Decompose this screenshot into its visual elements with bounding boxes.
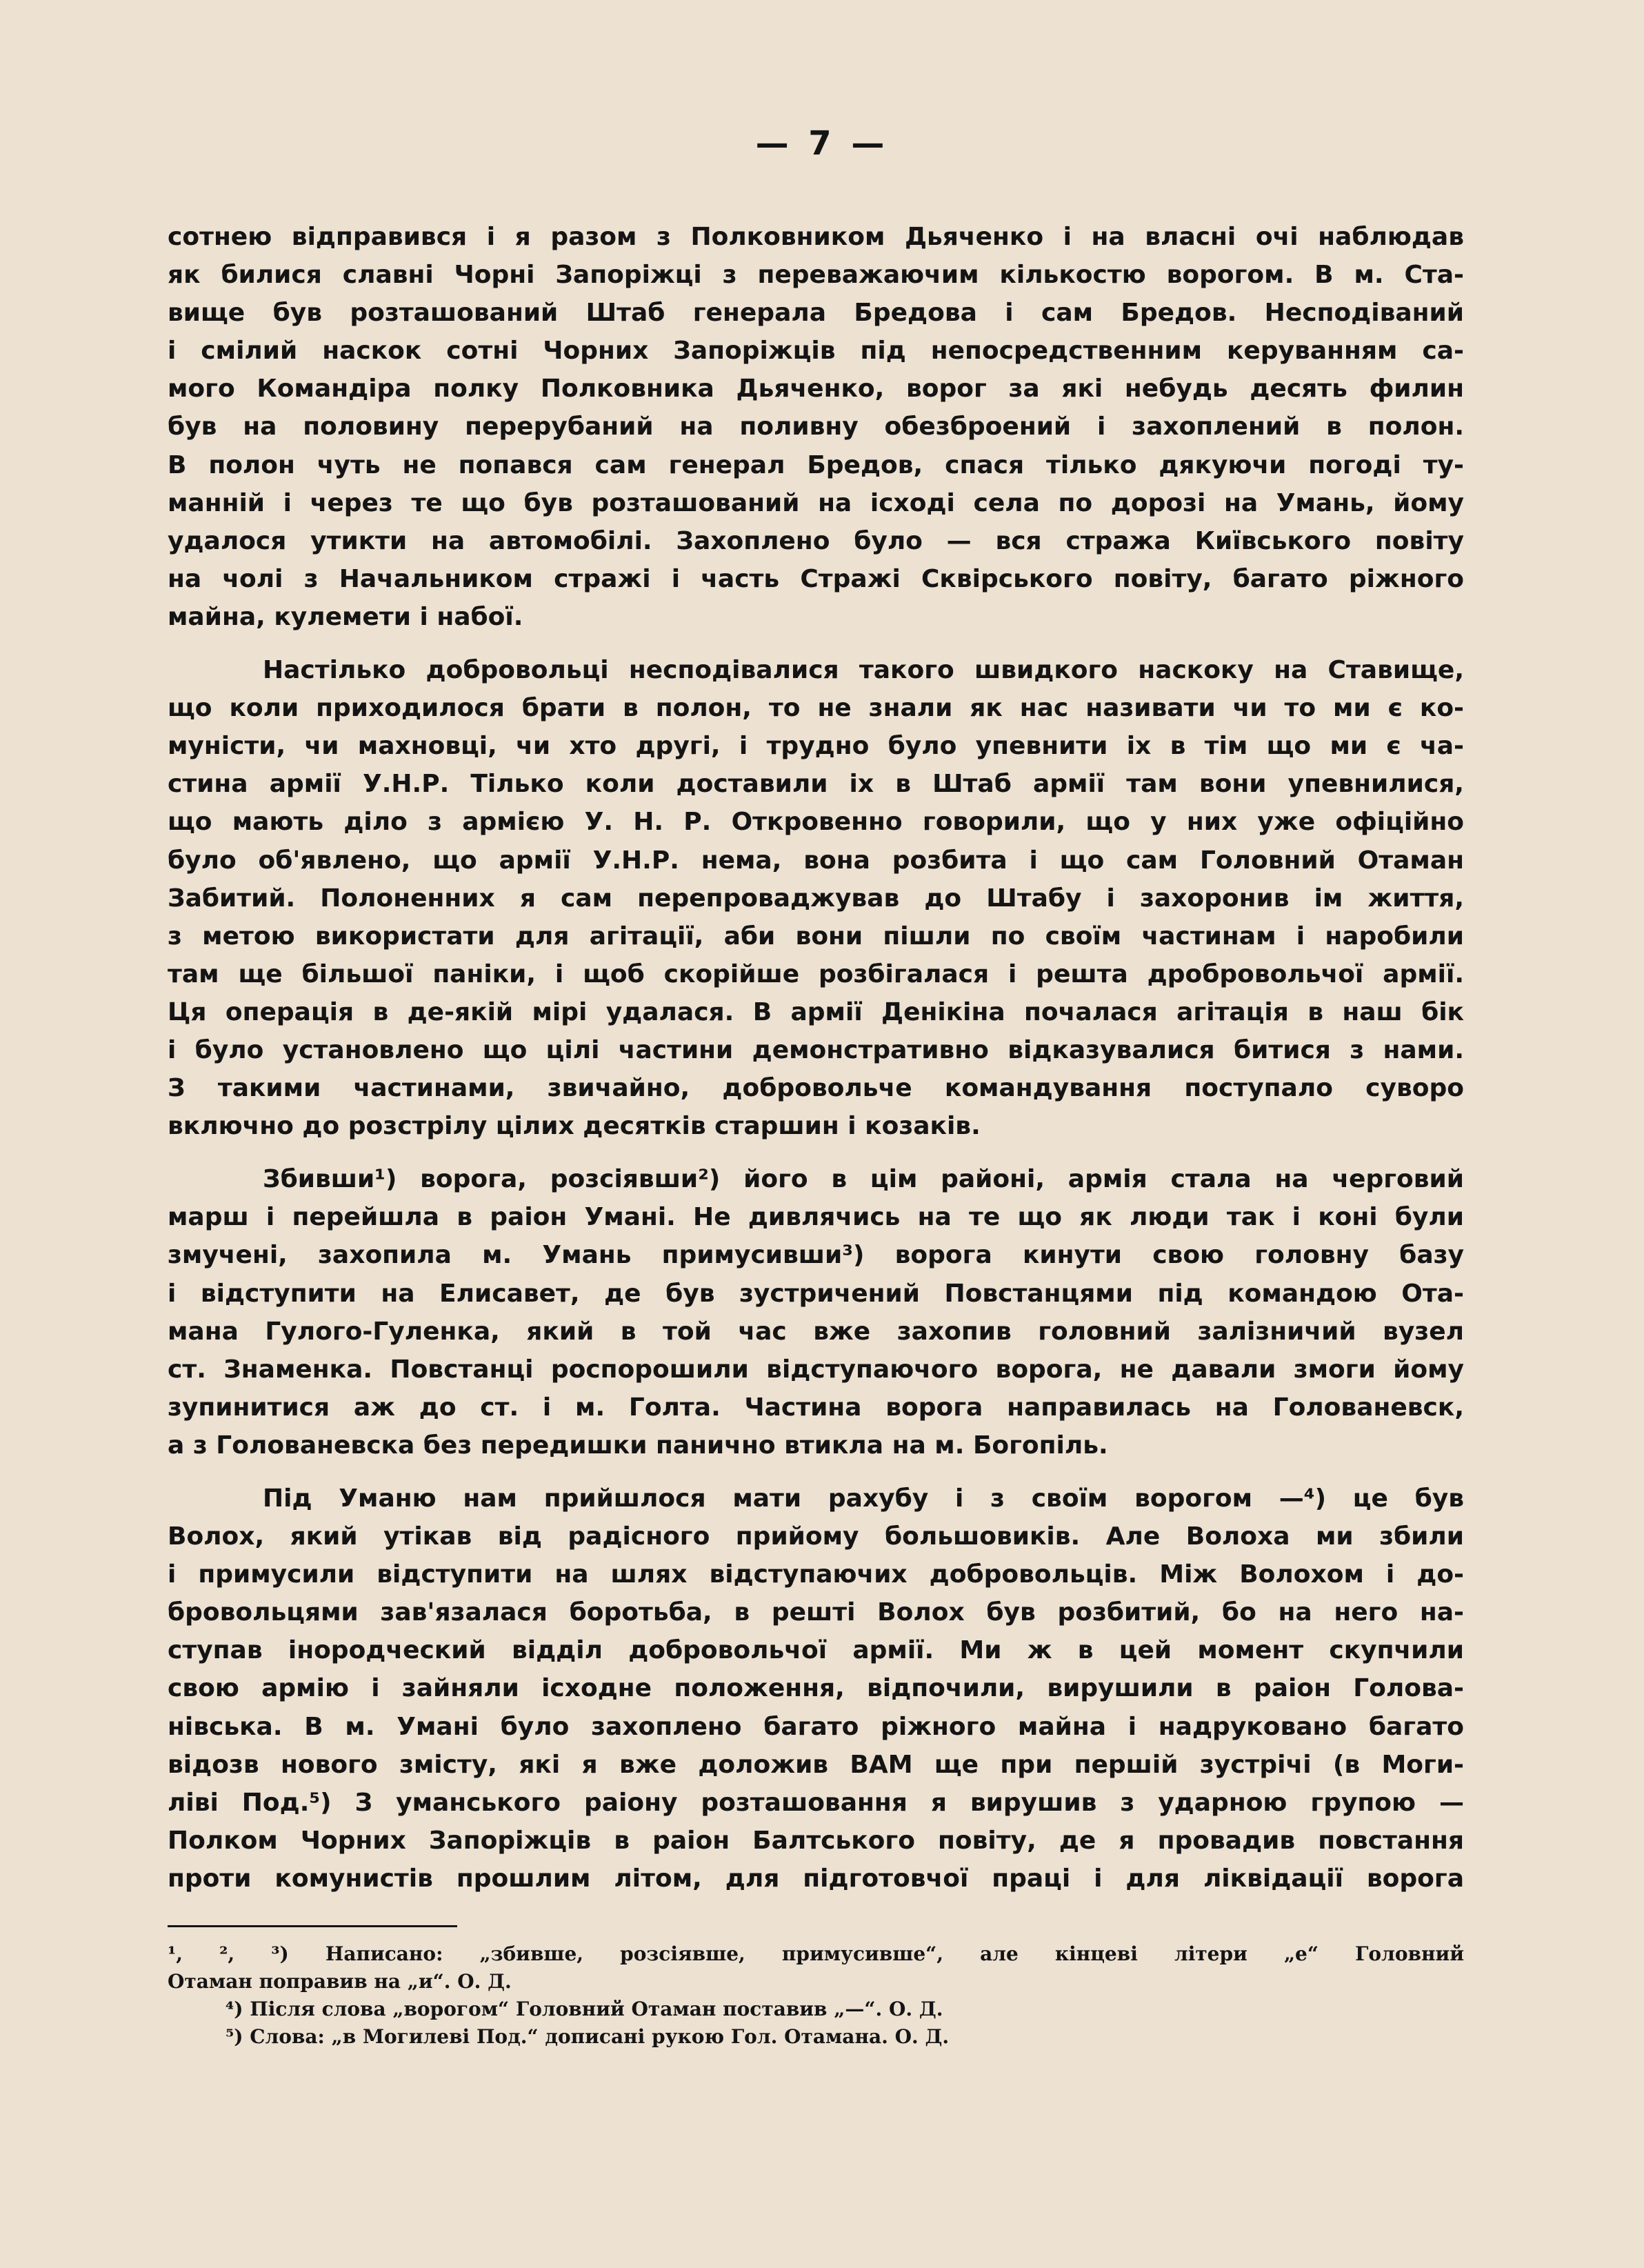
footnote-line: ¹, ², ³) Написано: „збивше, розсіявше, примусивше“, але кінцеві літери „е“ Головний [168,1942,1464,1965]
text-line: включно до розстрілу цілих десятків старшин і козаків. [168,1112,981,1141]
text-line: З такими частинами, звичайно, добровольче командування поступало суворо [168,1074,1464,1103]
text-line: Настілько добровольці несподівалися такого швидкого наскоку на Ставище, [263,656,1464,685]
footnote-line: ⁵) Слова: „в Могилеві Под.“ дописані рукою Гол. Отамана. О. Д. [225,2025,950,2048]
text-line: що коли приходилося брати в полон, то не знали як нас називати чи то ми є ко- [168,694,1464,723]
text-line: змучені, захопила м. Умань примусивши³) ворога кинути свою головну базу [168,1241,1464,1270]
text-line: бровольцями зав'язалася боротьба, в решті Волох був розбитий, бо на него на- [168,1598,1464,1627]
text-line: і смілий наскок сотні Чорних Запоріжців під непосредственним керуванням са- [168,337,1464,366]
text-line: сотнею відправився і я разом з Полковником Дьяченко і на власні очі наблюдав [168,223,1464,251]
text-line: ст. Знаменка. Повстанці роспорошили відступаючого ворога, не давали змоги йому [168,1355,1464,1384]
text-line: і відступити на Елисавет, де був зустричений Повстанцями під командою Ота- [168,1279,1464,1308]
text-line: відозв нового змісту, які я вже доложив ВАМ ще при першій зустрічі (в Моги- [168,1750,1464,1779]
text-line: як билися славні Чорні Запоріжці з переважаючим кількостю ворогом. В м. Ста- [168,261,1464,290]
text-line: а з Голованевска без передишки панично втикла на м. Богопіль. [168,1431,1108,1460]
text-line: на чолі з Начальником стражі і часть Стражі Сквірського повіту, багато ріжного [168,564,1464,593]
footnote-divider [168,1925,457,1927]
text-line: Забитий. Полоненних я сам перепроваджував до Штабу і захоронив ім життя, [168,884,1464,913]
text-line: вище був розташований Штаб генерала Бредова і сам Бредов. Несподіваний [168,299,1464,328]
text-line: муністи, чи махновці, чи хто другі, і трудно було упевнити іх в тім що ми є ча- [168,732,1464,761]
footnote-line: Отаман поправив на „и“. О. Д. [168,1970,512,1993]
text-line: В полон чуть не попався сам генерал Бредов, спася тілько дякуючи погоді ту- [168,450,1464,479]
text-line: нівська. В м. Умані було захоплено багато ріжного майна і надруковано багато [168,1712,1464,1741]
paragraph [168,651,1464,1145]
text-line: і примусили відступити на шлях відступаючих добровольців. Між Волохом і до- [168,1560,1464,1589]
text-line: мого Командіра полку Полковника Дьяченко, ворог за які небудь десять филин [168,375,1464,404]
text-line: і було установлено що цілі частини демонстративно відказувалися битися з нами. [168,1035,1464,1064]
footnote-line: ⁴) Після слова „ворогом“ Головний Отаман поставив „—“. О. Д. [225,1998,943,2020]
text-line: був на половину перерубаний на поливну обезброений і захоплений в полон. [168,412,1464,441]
text-line: ступав інородческий відділ добровольчої армії. Ми ж в цей момент скупчили [168,1636,1464,1665]
text-line: Волох, який утікав від радісного прийому большовиків. Але Волоха ми збили [168,1522,1464,1551]
text-line: проти комунистів прошлим літом, для підготовчої праці і для ліквідації ворога [168,1864,1464,1893]
text-line: мана Гулого-Гуленка, який в той час вже захопив головний залізничий вузел [168,1317,1464,1346]
paragraph [168,1160,1464,1464]
text-line: що мають діло з армією У. Н. Р. Откровенно говорили, що у них уже офіційно [168,808,1464,837]
paragraph [168,1480,1464,1898]
text-line: Ця операція в де-якій мірі удалася. В армії Денікіна почалася агітація в наш бік [168,997,1464,1026]
text-line: манній і через те що був розташований на ісході села по дорозі на Умань, йому [168,488,1464,517]
text-line: було об'явлено, що армії У.Н.Р. нема, вона розбита і що сам Головний Отаман [168,846,1464,875]
text-line: ліві Под.⁵) З уманського раіону розташовання я вирушив з ударною групою — [168,1788,1464,1817]
text-line: стина армії У.Н.Р. Тілько коли доставили іх в Штаб армії там вони упевнилися, [168,770,1464,799]
footnotes [168,1940,1464,2051]
text-line: майна, кулемети і набої. [168,602,523,631]
text-line: зупинитися аж до ст. і м. Голта. Частина ворога направилась на Голованевск, [168,1393,1464,1422]
paragraph [168,218,1464,636]
text-line: з метою використати для агітації, аби вони пішли по своїм частинам і наробили [168,922,1464,951]
text-line: Збивши¹) ворога, розсіявши²) його в цім районі, армія стала на черговий [263,1165,1464,1194]
text-line: марш і перейшла в раіон Умані. Не дивлячись на те що як люди так і коні були [168,1203,1464,1232]
page-number: — 7 — [755,124,889,163]
text-line: свою армію і зайняли ісходне положення, відпочили, вирушили в раіон Голова- [168,1674,1464,1703]
body-text [168,218,1464,1898]
text-line: Полком Чорних Запоріжців в раіон Балтського повіту, де я провадив повстання [168,1826,1464,1855]
text-line: Під Уманю нам прийшлося мати рахубу і з своїм ворогом —⁴) це був [263,1484,1464,1513]
text-line: удалося утикти на автомобілі. Захоплено було — вся стража Київського повіту [168,526,1464,555]
text-line: там ще більшої паніки, і щоб скорійше розбігалася і решта дробровольчої армії. [168,959,1464,988]
